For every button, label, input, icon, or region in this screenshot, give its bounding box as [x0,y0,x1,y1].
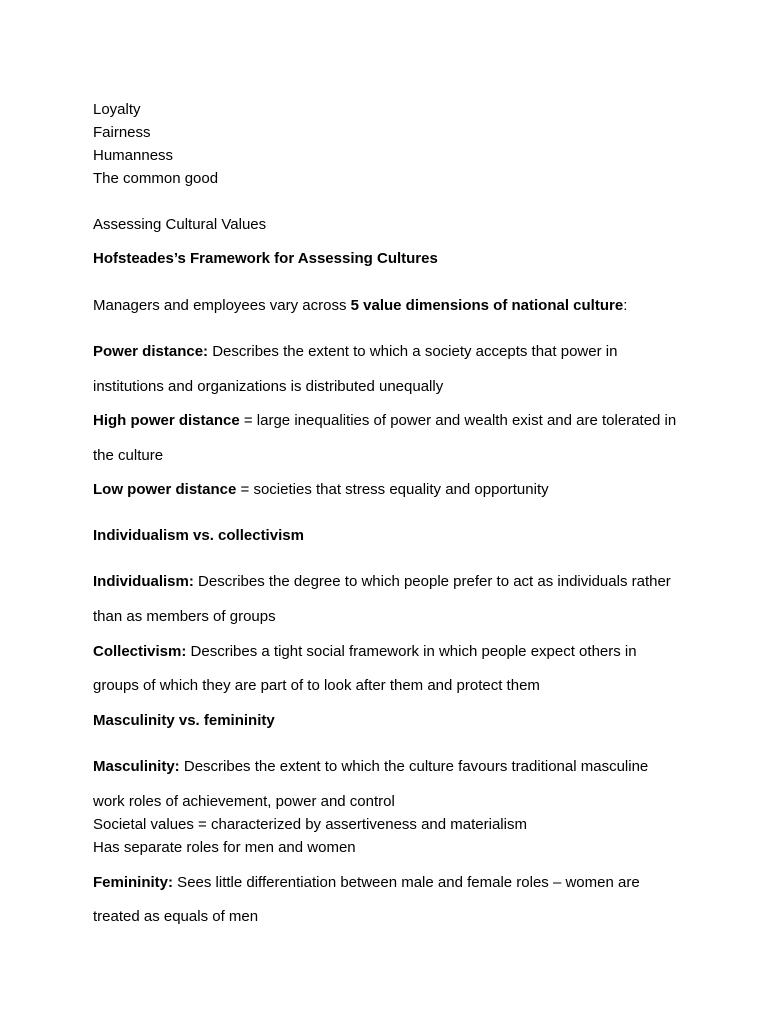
list-item: Humanness [93,147,174,164]
high-power-distance [93,412,676,430]
masculinity-roles: Has separate roles for men and women [93,839,356,856]
individualism-continued: than as members of groups [93,608,276,625]
list-item: Loyalty [93,101,141,118]
power-distance-definition [93,343,617,361]
individualism-definition [93,573,671,591]
masculinity-term: Masculinity: [93,758,180,775]
masculinity-definition [93,758,648,776]
individualism-term: Individualism: [93,573,194,590]
power-distance-text: Describes the extent to which a society accepts that power in [208,343,618,360]
collectivism-continued: groups of which they are part of to look after them and protect them [93,677,540,694]
high-power-distance-text: = large inequalities of power and wealth exist and are tolerated in [239,412,677,429]
femininity-text: Sees little differentiation between male and female roles – women are [173,874,640,891]
list-item: Fairness [93,124,151,141]
high-power-distance-continued: the culture [93,447,164,464]
low-power-distance-term: Low power distance [93,481,237,498]
framework-heading: Hofsteades’s Framework for Assessing Cultures [93,250,438,267]
high-power-distance-term: High power distance [93,412,240,429]
summary-colon: : [623,297,628,314]
summary-emphasis: 5 value dimensions of national culture [350,297,624,314]
section-title: Assessing Cultural Values [93,216,267,233]
summary-line [93,297,627,315]
collectivism-text: Describes a tight social framework in which people expect others in [186,643,637,660]
power-distance-continued: institutions and organizations is distributed unequally [93,378,444,395]
individualism-text: Describes the degree to which people prefer to act as individuals rather [193,573,671,590]
masculinity-text: Describes the extent to which the culture favours traditional masculine [179,758,649,775]
summary-text: Managers and employees vary across [93,297,351,314]
individualism-heading: Individualism vs. collectivism [93,527,304,544]
collectivism-term: Collectivism: [93,643,187,660]
list-item: The common good [93,170,219,187]
low-power-distance [93,481,549,499]
femininity-term: Femininity: [93,874,174,891]
femininity-continued: treated as equals of men [93,908,259,925]
masculinity-heading: Masculinity vs. femininity [93,712,275,729]
power-distance-term: Power distance: [93,343,209,360]
low-power-distance-text: = societies that stress equality and opportunity [236,481,549,498]
femininity-definition [93,874,640,892]
masculinity-continued: work roles of achievement, power and control [93,793,395,810]
collectivism-definition [93,643,637,661]
masculinity-societal-values: Societal values = characterized by assertiveness and materialism [93,816,527,833]
